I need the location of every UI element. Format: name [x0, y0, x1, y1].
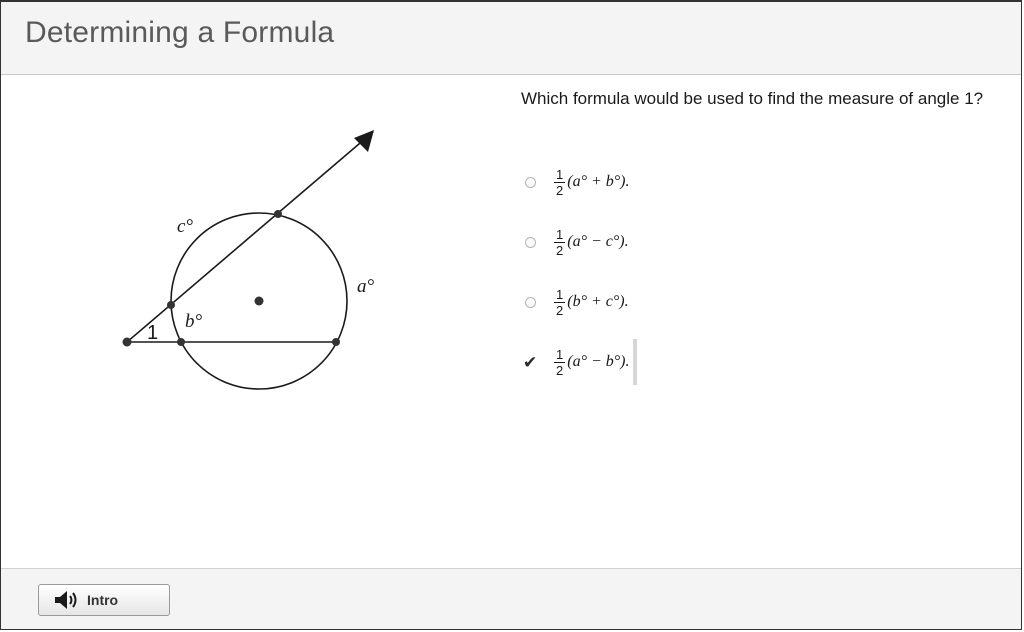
fraction [554, 168, 565, 197]
label-b: b° [185, 311, 203, 332]
label-c: c° [177, 216, 194, 237]
fraction-numerator: 1 [556, 166, 564, 182]
fraction-denominator: 2 [556, 302, 564, 318]
radio-icon[interactable] [525, 297, 536, 308]
selection-indicator [633, 339, 637, 385]
label-a: a° [357, 276, 375, 297]
formula-expression: (b° + c°). [567, 293, 629, 310]
formula-expression: (a° − c°). [567, 233, 629, 250]
formula-expression: (a° − b°). [567, 353, 630, 370]
fraction [554, 348, 565, 377]
intro-label: Intro [87, 592, 119, 608]
circle-diagram [101, 112, 391, 402]
fraction-denominator: 2 [556, 182, 564, 198]
header [1, 2, 1021, 75]
point-upper-secant-near [167, 301, 175, 309]
ray-arrowhead [354, 130, 374, 152]
point-lower-near [177, 338, 185, 346]
option-3[interactable] [521, 272, 637, 332]
formula [554, 228, 629, 257]
formula [554, 168, 629, 197]
vertex-point [123, 338, 132, 347]
radio-icon[interactable] [525, 177, 536, 188]
speaker-icon [53, 589, 81, 611]
label-angle-1: 1 [147, 322, 159, 344]
fraction-numerator: 1 [556, 286, 564, 302]
answer-options [521, 152, 637, 392]
footer [1, 568, 1021, 629]
option-2[interactable] [521, 212, 637, 272]
point-upper-secant-far [274, 210, 282, 218]
fraction-denominator: 2 [556, 242, 564, 258]
option-4-selected[interactable] [521, 332, 637, 392]
fraction [554, 288, 565, 317]
intro-button[interactable] [38, 584, 170, 616]
fraction-numerator: 1 [556, 346, 564, 362]
fraction-denominator: 2 [556, 362, 564, 378]
formula [554, 288, 629, 317]
point-lower-far [332, 338, 340, 346]
formula [554, 348, 629, 377]
secant-line [127, 342, 336, 402]
circle-center [255, 297, 264, 306]
fraction [554, 228, 565, 257]
tangent-ray [127, 132, 373, 342]
fraction-numerator: 1 [556, 226, 564, 242]
option-1[interactable] [521, 152, 637, 212]
formula-expression: (a° + b°). [567, 173, 630, 190]
question-text: Which formula would be used to find the measure of angle 1? [521, 89, 984, 108]
radio-icon[interactable] [525, 237, 536, 248]
checkmark-icon[interactable]: ✔ [523, 352, 538, 372]
page-title: Determining a Formula [25, 16, 335, 49]
